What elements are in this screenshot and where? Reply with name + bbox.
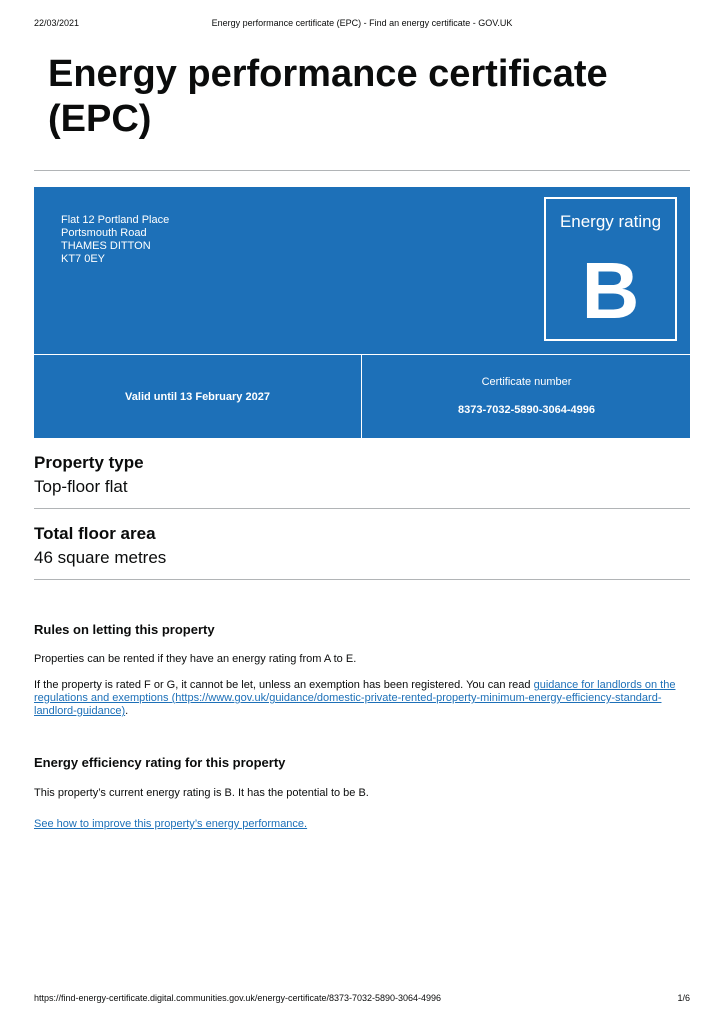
efficiency-rating-paragraph: This property’s current energy rating is B. It has the potential to be B.	[34, 787, 369, 799]
letting-rules-paragraph: Properties can be rented if they have an energy rating from A to E.	[34, 653, 357, 665]
property-address	[61, 214, 169, 266]
landlord-guidance-link[interactable]: guidance for landlords on the regulations and exemptions	[34, 679, 676, 704]
epc-summary-top	[34, 187, 690, 355]
address-line: Portsmouth Road	[61, 227, 147, 239]
address-line: THAMES DITTON	[61, 240, 151, 252]
print-url: https://find-energy-certificate.digital.communities.gov.uk/energy-certificate/8373-7032-5890-3064-4996	[34, 993, 442, 1003]
page-title: Energy performance certificate (EPC)	[48, 53, 608, 140]
valid-until: Valid until 13 February 2027	[34, 355, 362, 438]
epc-summary-panel	[34, 187, 690, 438]
floor-area-value: 46 square metres	[34, 548, 167, 567]
print-page-title: Energy performance certificate (EPC) - Find an energy certificate - GOV.UK	[211, 18, 513, 28]
certificate-number: 8373-7032-5890-3064-4996	[457, 404, 595, 416]
page-number: 1/6	[677, 993, 690, 1003]
print-date: 22/03/2021	[34, 18, 80, 28]
property-type-value: Top-floor flat	[34, 477, 128, 496]
energy-rating-box	[544, 197, 677, 341]
divider	[34, 508, 690, 509]
energy-rating-label: Energy rating	[559, 212, 662, 231]
property-type-label: Property type	[34, 453, 144, 472]
improve-performance-paragraph	[34, 818, 694, 831]
letting-rules-heading: Rules on letting this property	[34, 622, 215, 637]
efficiency-rating-heading: Energy efficiency rating for this property	[34, 755, 286, 770]
address-line: KT7 0EY	[61, 253, 106, 265]
improve-performance-link[interactable]: See how to improve this property’s energy performance.	[34, 818, 308, 830]
floor-area-label: Total floor area	[34, 524, 156, 543]
landlord-guidance-url[interactable]: (https://www.gov.uk/guidance/domestic-private-rented-property-minimum-energy-efficiency-standard-landlord-guidance)	[34, 692, 662, 717]
energy-rating-letter: B	[581, 246, 640, 335]
letting-exemptions-end: .	[125, 705, 129, 717]
epc-summary-bottom	[34, 355, 690, 438]
divider	[34, 579, 690, 580]
certificate-cell	[363, 355, 690, 438]
divider	[34, 170, 690, 171]
letting-exemptions-text: If the property is rated F or G, it cannot be let, unless an exemption has been registered. You can read	[34, 679, 534, 691]
letting-exemptions-paragraph	[34, 679, 694, 718]
address-line: Flat 12 Portland Place	[61, 214, 170, 226]
certificate-number-label: Certificate number	[481, 376, 572, 388]
